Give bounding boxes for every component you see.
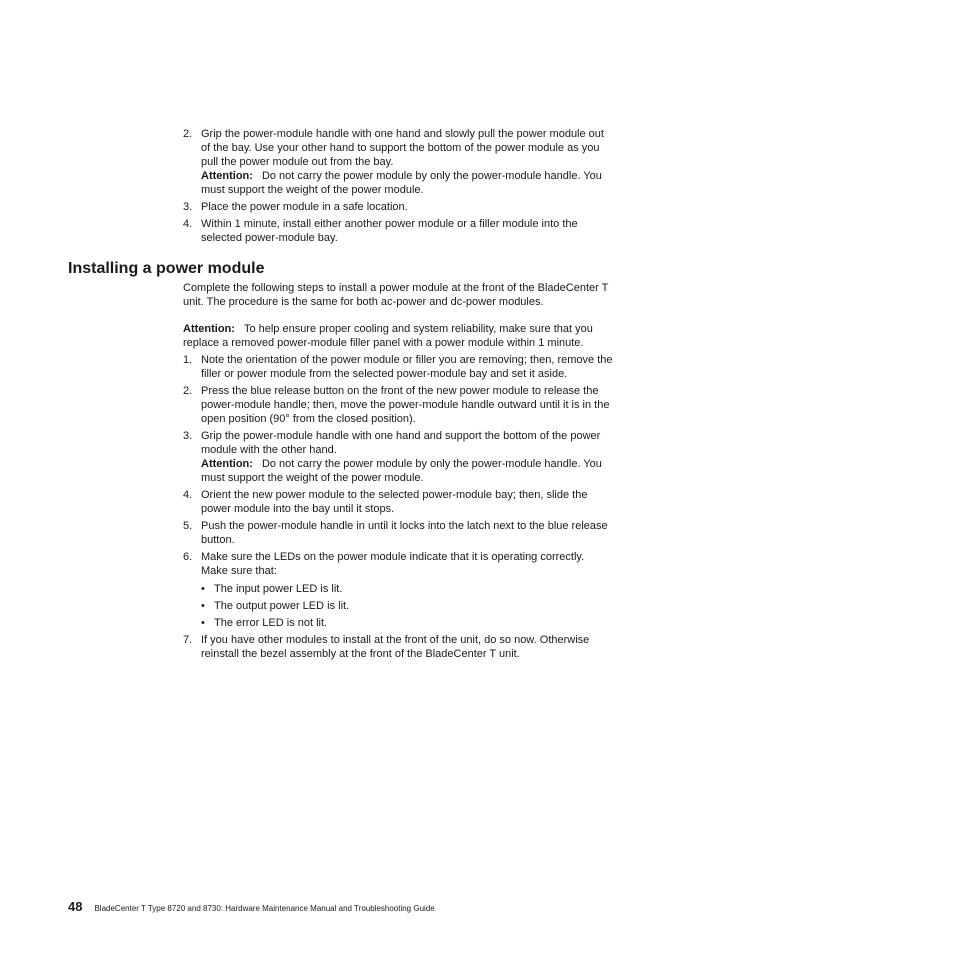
step-text: If you have other modules to install at the front of the unit, do so now. Otherwise reinstall the bezel assembly at the front of the BladeCenter T unit. bbox=[201, 634, 590, 660]
step-text: Push the power-module handle in until it locks into the latch next to the blue release button. bbox=[201, 520, 608, 546]
list-item bbox=[183, 200, 613, 214]
bullet-icon: • bbox=[201, 583, 205, 595]
step-text: Note the orientation of the power module or filler you are removing; then, remove the filler or power module from the selected power-module bay and set it aside. bbox=[201, 354, 613, 380]
step-text: Make sure the LEDs on the power module indicate that it is operating correctly. Make sure that: bbox=[201, 551, 585, 577]
bullet-item bbox=[201, 599, 613, 613]
attention-text: Do not carry the power module by only the power-module handle. You must support the weight of the power module. bbox=[201, 458, 602, 484]
step-number: 7. bbox=[183, 634, 193, 646]
attention-label: Attention: bbox=[201, 170, 253, 182]
list-item bbox=[183, 127, 613, 197]
bullet-item bbox=[201, 582, 613, 596]
step-text: Press the blue release button on the front of the new power module to release the power-module handle; then, move the power-module handle outward until it is in the open position (90° from the closed position). bbox=[201, 385, 610, 425]
step-number: 3. bbox=[183, 430, 193, 442]
bullet-text: The input power LED is lit. bbox=[214, 583, 343, 595]
bullet-icon: • bbox=[201, 600, 205, 612]
attention-text: To help ensure proper cooling and system reliability, make sure that you replace a removed power-module filler panel with a power module within 1 minute. bbox=[183, 323, 593, 349]
list-item bbox=[183, 384, 613, 426]
installation-section bbox=[183, 281, 613, 661]
step-text: Grip the power-module handle with one hand and support the bottom of the power module with the other hand. bbox=[201, 430, 601, 456]
step-text: Within 1 minute, install either another power module or a filler module into the selected power-module bay. bbox=[201, 218, 578, 244]
attention-label: Attention: bbox=[201, 458, 253, 470]
bullet-item bbox=[201, 616, 613, 630]
step-number: 2. bbox=[183, 128, 193, 140]
step-number: 3. bbox=[183, 201, 193, 213]
step-text: Orient the new power module to the selected power-module bay; then, slide the power module into the bay until it stops. bbox=[201, 489, 588, 515]
page-number: 48 bbox=[68, 899, 83, 914]
step-number: 5. bbox=[183, 520, 193, 532]
step-number: 4. bbox=[183, 218, 193, 230]
led-checklist bbox=[201, 582, 613, 630]
list-item bbox=[183, 217, 613, 245]
attention-note bbox=[183, 322, 613, 350]
list-item bbox=[183, 550, 613, 630]
step-number: 6. bbox=[183, 551, 193, 563]
bullet-text: The output power LED is lit. bbox=[214, 600, 350, 612]
section-heading: Installing a power module bbox=[68, 260, 265, 277]
list-item bbox=[183, 488, 613, 516]
step-number: 1. bbox=[183, 354, 193, 366]
step-number: 2. bbox=[183, 385, 193, 397]
list-item bbox=[183, 429, 613, 485]
page-footer bbox=[68, 900, 435, 916]
bullet-icon: • bbox=[201, 617, 205, 629]
attention-label: Attention: bbox=[183, 323, 235, 335]
section-intro: Complete the following steps to install a power module at the front of the BladeCenter T unit. The procedure is the same for both ac-power and dc-power modules. bbox=[183, 282, 609, 308]
list-item bbox=[183, 353, 613, 381]
list-item bbox=[183, 633, 613, 661]
attention-note bbox=[201, 457, 613, 485]
attention-text: Do not carry the power module by only the power-module handle. You must support the weight of the power module. bbox=[201, 170, 602, 196]
step-text: Place the power module in a safe location. bbox=[201, 201, 408, 213]
bullet-text: The error LED is not lit. bbox=[214, 617, 328, 629]
step-number: 4. bbox=[183, 489, 193, 501]
footer-title: BladeCenter T Type 8720 and 8730: Hardware Maintenance Manual and Troubleshooting Guide bbox=[94, 904, 435, 913]
attention-note bbox=[201, 169, 613, 197]
removal-steps bbox=[183, 127, 613, 245]
list-item bbox=[183, 519, 613, 547]
step-text: Grip the power-module handle with one hand and slowly pull the power module out of the bay. Use your other hand to support the bottom of the power module as you pull the power module out from the bay. bbox=[201, 128, 604, 168]
